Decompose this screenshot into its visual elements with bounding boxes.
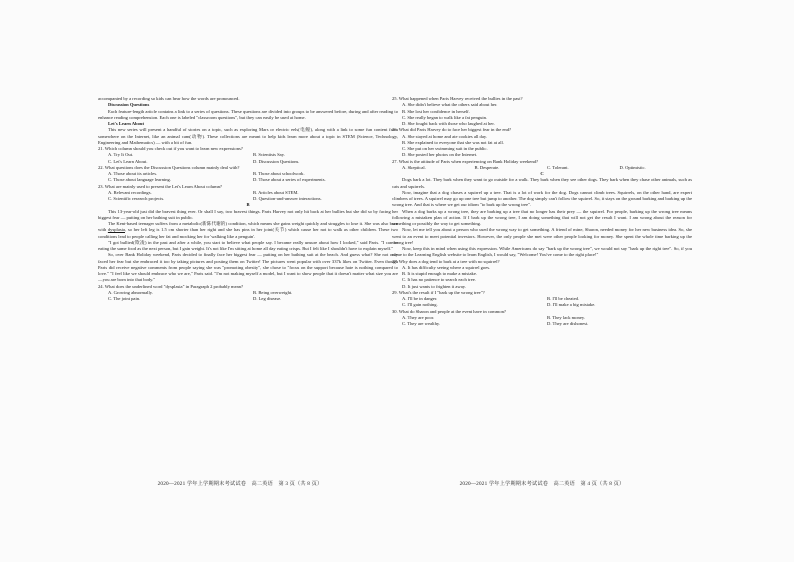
paragraph-2-end: , so her left leg is 1.5 cm shorter than her right and she has pins in her joint(关节) which cause her not to walk as other children. These two conditions lead to people calling her fat and mocking her for 'walking like a penguin'. [98,227,398,239]
q25-stem: 25. What happened when Paris Harvey received the bullies in the past? [392,96,523,101]
q25-option-c: C. She really began to walk like a fat penguin. [402,114,488,120]
q25-option-b: B. She lost her confidence in herself. [402,108,470,114]
q27-stem: 27. What is the attitude of Paris when experiencing on Bank Holiday weekend? [392,158,538,164]
q21-option-a: A. Try It Out. [108,152,134,158]
q29-option-b: B. I'll be cheated. [547,296,580,301]
q27-option-d: D. Optimistic. [619,164,646,170]
q21-option-b: B. Scientists Say. [253,152,285,158]
q26-stem: 26. What did Paris Harvey do to face her biggest fear in the end? [392,127,512,133]
q29-option-a: A. I'll be in danger. [402,296,438,301]
q29-options [392,296,692,309]
q27-option-c: C. Tolerant. [547,164,569,170]
q22-option-c: C. Those about language learning. [108,177,171,183]
q26-option-a: A. She stayed at home and ate cookies all day. [402,133,488,139]
q23-option-b: B. Articles about STEM. [253,189,299,195]
q22-option-a: A. Those about its articles. [108,171,158,176]
q24-options [98,290,398,303]
q21-options [98,152,398,165]
q29-stem: 29. What's the result if I "bark up the wrong tree"? [392,289,485,295]
q27-option-b: B. Desperate. [474,164,500,170]
q23-stem: 23. What are mainly used to present the Let's Learn About column? [98,183,222,189]
q28-stem: 28. Why does a dog tend to bark at a tree with no squirrel? [392,258,500,264]
paragraph-2-start: The Kent-based teenager suffers from a metabolic(新陈代谢的) condition, which means she gains weight quickly and struggles to lose it. She was also born with [98,221,398,233]
learn-text: This new series will present a handful of stories on a topic, such as exploring Mars or electric eels(电鳗), along with a link to some fun content from somewhere on the Internet, like an animal cam(动物). These collections are meant to help kids learn more about a topic in STEM (Science, Technology, Engineering and Mathematics) — with a bit of fun. [98,127,398,145]
q28-option-b: B. It is stupid enough to make a mistake. [402,271,478,276]
q24-stem: 24. What does the underlined word "dysplasia" in Paragraph 2 probably mean? [98,283,244,289]
q26-options [392,134,692,159]
page-footer-left: 2020—2021 学年上学期期末考试试卷 高二英语 第 3 页（共 8 页） [157,481,323,487]
q24-option-d: D. Leg disease. [253,296,282,301]
q23-option-a: A. Relevant recordings. [108,189,152,195]
q29-option-d: D. I'll make a big mistake. [547,302,596,308]
q28-option-a: A. It has difficulty seeing where a squirrel goes. [402,264,491,270]
page-left [98,96,398,302]
q24-option-b: B. Being overweight. [253,289,293,295]
learn-heading: Let's Learn About [108,121,144,126]
passage-b-paragraph-3: "I got bullied(欺凌) in the past and after a while, you start to believe what people say. I became really unsure about how I looked," said Paris. "I can be eating the same food as the next person, but I gain weight. It's not like I'm sitting at home all day eating crisps. But I felt like I shouldn't have to explain myself." [98,239,398,251]
q27-option-a: A. Skeptical. [402,164,426,170]
q26-option-b: B. She explained to everyone that she was not fat at all. [402,139,504,145]
q22-option-d: D. Those about a series of experiments. [253,177,326,183]
q23-option-d: D. Question-and-answer interactions. [253,196,322,201]
passage-c-paragraph-2: Now, imagine that a dog chases a squirrel up a tree. That is a lot of work for the dog. Dogs cannot climb trees. Squirrels, on the other hand, are expert climbers of trees. A squirrel may go up one tree but jump to another. The dog simply can't follow the squirrel. So, it stays on the ground barking and barking up the wrong tree. And that is where we get our idiom "to bark up the wrong tree". [392,189,692,208]
q26-option-c: C. She put on her swimming suit in the public. [402,146,488,151]
q23-options [98,190,398,203]
q28-option-d: D. It just wants to frighten it away. [402,283,466,289]
passage-b-paragraph-1: This 13-year-old just did the bravest thing ever. Or shall I say, two bravest things. Paris Harvey not only hit back at her bullies but she did so by facing her biggest fear — putting on her bathing suit in public. [98,208,398,220]
passage-b-paragraph-2 [98,221,398,240]
q24-option-a: A. Growing abnormally. [108,289,153,295]
passage-b-paragraph-4: So, over Bank Holiday weekend, Paris decided to finally face her biggest fear — putting on her bathing suit at the beach. And guess what? She not only faced her fear but she embraced it too by taking pictures and posting them on Twitter! The pictures went popular with over 337k likes on Twitter. Even though Paris did receive negative comments from people saying she was "promoting obesity", she chose to "focus on the support because hate is nothing compared to love." "I feel like we should embrace who we are," Paris said. "I'm not making myself a model, but I want to show people that it doesn't matter what size you are—you are born into that body." [98,252,398,283]
q22-stem: 22. What questions does the Discussion Questions column mainly deal with? [98,164,240,170]
q23-option-c: C. Scientific research projects. [108,196,165,201]
intro-text: accompanied by a recording so kids can hear how the words are pronounced. [98,96,240,101]
passage-c-paragraph-5: Now, keep this in mind when using this expression. While Americans do say "bark up the wrong tree", we would not say "bark up the right tree". So, if you come to the Learning English website to learn English, I would say, "Welcome! You've come to the right place!" [392,246,692,258]
q26-option-d: D. She posted her photos on the Internet. [402,152,478,158]
passage-c-paragraph-4: Now, let me tell you about a person who used the wrong way to get something. A friend of mine, Sharon, needed money for her new business idea. So, she went to an event to meet potential investors. However, the only people she met were other people looking for money. She spent the whole time barking up the wrong tree! [392,227,692,245]
q21-option-c: C. Let's Learn About. [108,158,148,164]
q21-stem: 21. Which column should you check out if you want to learn new expressions? [98,146,243,151]
passage-c-paragraph-1: Dogs bark a lot. They bark when they want to go outside for a walk. They bark when they see other dogs. They bark when they chase other animals, such as cats and squirrels. [392,177,692,189]
q30-option-d: D. They are dishonest. [547,321,589,326]
page-footer-right: 2020—2021 学年上学期期末考试试卷 高二英语 第 4 页（共 8 页） [459,481,625,487]
section-b-heading: B [246,202,250,208]
q25-options [392,102,692,127]
q25-option-a: A. She didn't believe what the others said about her. [402,102,498,108]
q25-option-d: D. She fought back with those who laughed at her. [402,121,495,126]
q28-options [392,265,692,290]
discussion-heading: Discussion Questions [108,102,150,108]
q30-option-b: B. They lack money. [547,314,586,320]
q29-option-c: C. I'll gain nothing. [402,302,438,308]
passage-c-paragraph-3: When a dog barks up a wrong tree, they are barking up a tree that no longer has their prey — the squirrel. For people, barking up the wrong tree means following a mistaken plan of action. If I bark up the wrong tree, I am doing something that will not get the result I want. I am wrong about the reason for something or possibly the way to get something. [392,208,692,226]
discussion-text: Each feature-length article contains a link to a series of questions. These questions are divided into groups to be answered before, during and after reading to enhance reading comprehension. Each one is labeled "classroom questions", but they can easily be used at home. [98,108,398,120]
page-right [392,96,692,327]
q28-option-c: C. It has no patience to search each tree. [402,277,476,283]
q24-option-c: C. The joint pain. [108,296,141,301]
q30-option-c: C. They are wealthy. [402,321,441,326]
q30-options [392,315,692,328]
section-c-heading: C [540,171,544,176]
q30-stem: 30. What do Sharon and people at the event have in common? [392,308,506,314]
q22-options [98,171,398,184]
q22-option-b: B. Those about schoolwork. [253,171,305,176]
q21-option-d: D. Discussion Questions. [253,158,300,164]
q30-option-a: A. They are poor. [402,314,435,320]
underlined-word-dysplasia: dysplasia [107,227,125,233]
